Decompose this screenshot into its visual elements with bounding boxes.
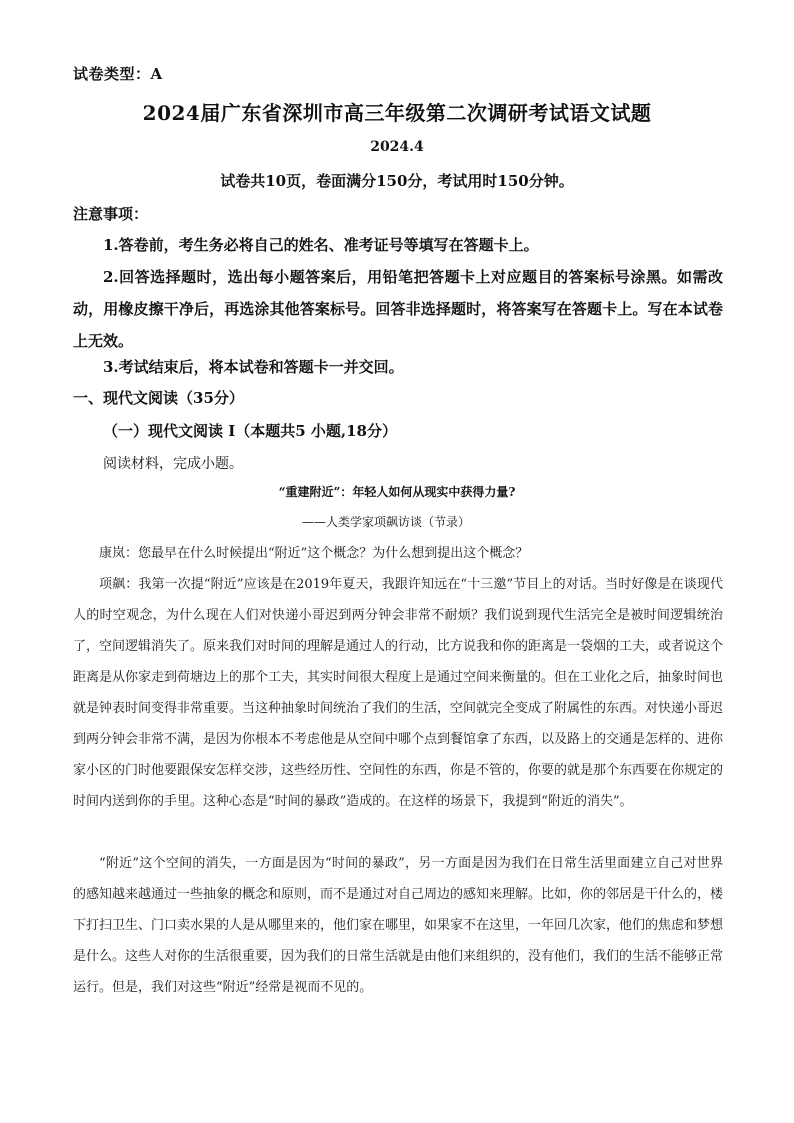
notice-item: 1.答卷前，考生务必将自己的姓名、准考证号等填写在答题卡上。 xyxy=(103,236,539,254)
article-paragraph: 康岚：您最早在什么时候提出“附近”这个概念？为什么想到提出这个概念？ xyxy=(99,546,529,561)
paper-type-label: 试卷类型：A xyxy=(73,65,163,83)
page-title: 2024届广东省深圳市高三年级第二次调研考试语文试题 xyxy=(142,101,652,125)
article-paragraph: 项飙：我第一次提“附近”应该是在2019年夏天，我跟许知远在“十三邀”节目上的对话。当时好像是在谈现代人的时空观念，为什么现在人们对快递小哥迟到两分钟会非常不耐烦？我们说到现代生活完全是被时间逻辑统治了，空间逻辑消失了。原来我们对时间的理解是通过人的行动，比方说我和你的距离是一袋烟的工夫，或者说这个距离是从你家走到荷塘边上的那个工夫，其实时间很大程度上是通过空间来衡量的。但在工业化之后，抽象时间也就是钟表时间变得非常重要。当这种抽象时间统治了我们的生活，空间就完全变成了附属性的东西。对快递小哥迟到两分钟会非常不满，是因为你根本不考虑他是从空间中哪个点到餐馆拿了东西，以及路上的交通是怎样的、进你家小区的门时他要跟保安怎样交涉，这些经历性、空间性的东西，你是不管的，你要的就是那个东西要在你规定的时间内送到你的手里。这种心态是“时间的暴政”造成的。在这样的场景下，我提到“附近的消失”。 xyxy=(73,577,724,809)
notice-item: 2.回答选择题时，选出每小题答案后，用铅笔把答题卡上对应题目的答案标号涂黑。如需改动，用橡皮擦干净后，再选涂其他答案标号。回答非选择题时，将答案写在答题卡上。写在本试卷上无效。 xyxy=(73,268,723,350)
notice-heading: 注意事项： xyxy=(73,205,149,223)
exam-info: 试卷共10页，卷面满分150分，考试用时150分钟。 xyxy=(220,172,574,190)
exam-date: 2024.4 xyxy=(370,139,424,155)
article-title: “重建附近”：年轻人如何从现实中获得力量? xyxy=(278,485,516,499)
section-heading: 一、现代文阅读（35分） xyxy=(73,389,244,407)
article-paragraph: “附近”这个空间的消失，一方面是因为“时间的暴政”，另一方面是因为我们在日常生活里面建立自己对世界的感知越来越通过一些抽象的概念和原则，而不是通过对自己周边的感知来理解。比如，你的邻居是干什么的，楼下打扫卫生、门口卖水果的人是从哪里来的，他们家在哪里，如果家不在这里，一年回几次家，他们的焦虑和梦想是什么。这些人对你的生活很重要，因为我们的日常生活就是由他们来组织的，没有他们，我们的生活不能够正常运行。但是，我们对这些“附近”经常是视而不见的。 xyxy=(73,856,724,995)
subsection-heading: （一）现代文阅读 I（本题共5 小题,18分） xyxy=(103,422,397,440)
reading-instruction: 阅读材料，完成小题。 xyxy=(103,456,243,472)
article-subtitle: ——人类学家项飙访谈（节录） xyxy=(302,515,471,529)
notice-item: 3.考试结束后，将本试卷和答题卡一并交回。 xyxy=(103,358,404,376)
